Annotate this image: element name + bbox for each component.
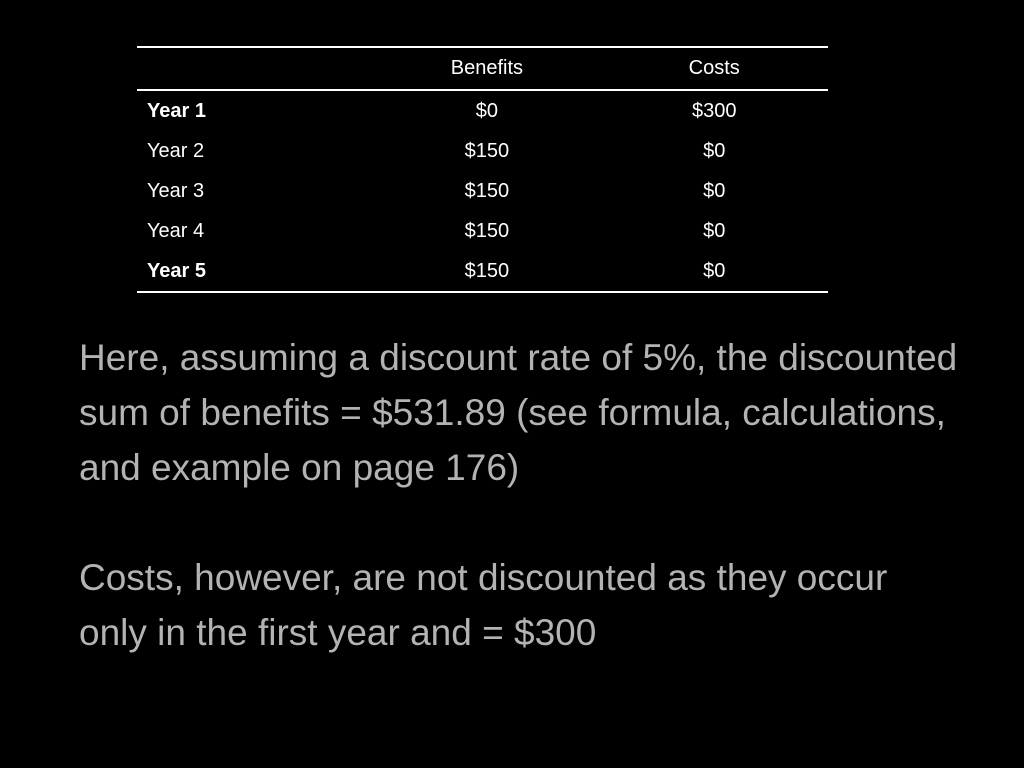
benefits-value: $150: [464, 219, 510, 242]
costs-value: $0: [703, 139, 726, 162]
year-label: Year 5: [147, 259, 206, 282]
table-row: [137, 131, 828, 171]
table-header-row: [137, 47, 828, 90]
costs-value: $0: [703, 179, 726, 202]
benefits-costs-table: [137, 46, 828, 293]
explanation-text: [79, 330, 959, 660]
table-body: [137, 90, 828, 292]
table-header: [137, 47, 828, 90]
header-costs: Costs: [688, 57, 740, 79]
header-benefits: Benefits: [450, 57, 524, 79]
year-label: Year 4: [147, 219, 205, 242]
benefits-value: $150: [464, 139, 510, 162]
benefits-value: $150: [464, 179, 510, 202]
table-row: [137, 90, 828, 131]
benefits-value: $150: [464, 259, 510, 282]
year-label: Year 3: [147, 179, 205, 202]
benefits-costs-table-container: [137, 46, 828, 293]
discounted-benefits-paragraph: Here, assuming a discount rate of 5%, the discounted sum of benefits = $531.89 (see formula, calculations, and example on page 176): [79, 337, 958, 488]
costs-value: $0: [703, 259, 726, 282]
costs-value: $0: [703, 219, 726, 242]
table-row: [137, 211, 828, 251]
benefits-value: $0: [475, 99, 499, 122]
costs-paragraph: Costs, however, are not discounted as they occur only in the first year and = $300: [79, 557, 888, 653]
year-label: Year 2: [147, 139, 205, 162]
year-label: Year 1: [147, 99, 206, 122]
costs-value: $300: [691, 99, 737, 122]
header-year: [137, 47, 373, 90]
table-row: [137, 171, 828, 211]
table-row: [137, 251, 828, 292]
